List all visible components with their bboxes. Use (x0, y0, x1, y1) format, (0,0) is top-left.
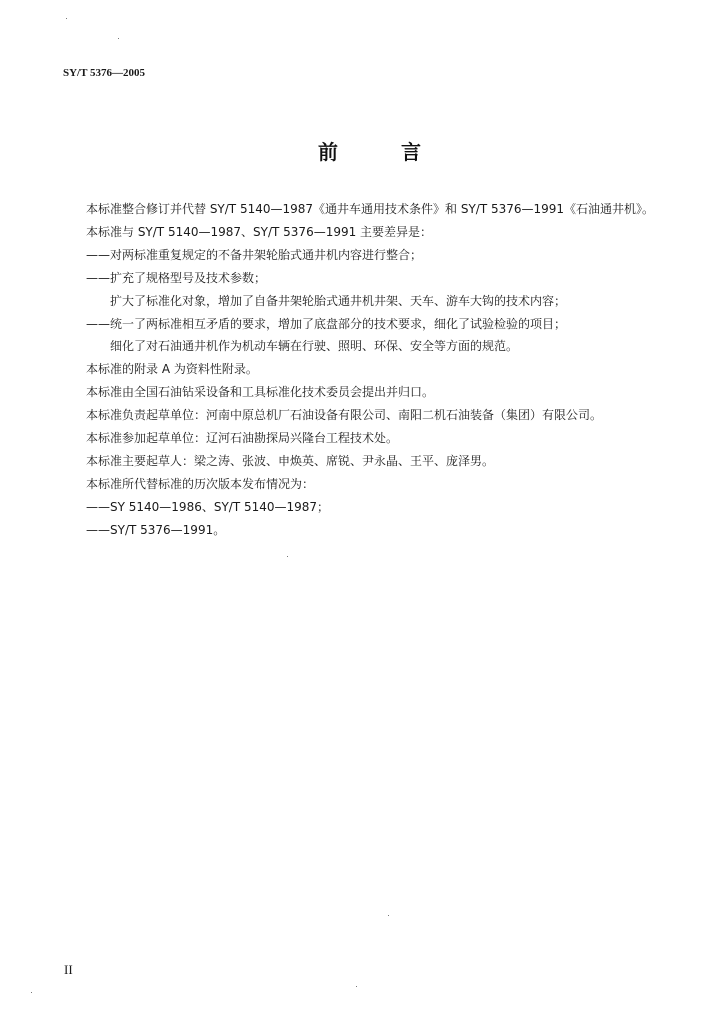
list-item-history: ——SY 5140—1986、SY/T 5140—1987； (86, 499, 330, 514)
standard-code-header: SY/T 5376—2005 (63, 67, 146, 79)
scan-speck (31, 992, 32, 993)
paragraph-participating-drafters: 本标准参加起草单位：辽河石油勘探局兴隆台工程技术处。 (86, 431, 399, 446)
paragraph-proposer: 本标准由全国石油钻采设备和工具标准化技术委员会提出并归口。 (86, 385, 435, 400)
list-item-history: ——SY/T 5376—1991。 (86, 522, 226, 537)
scan-speck (66, 18, 67, 19)
list-item-difference: 扩大了标准化对象，增加了自备井架轮胎式通井机井架、天车、游车大钩的技术内容； (110, 293, 567, 308)
scan-speck (118, 38, 119, 39)
paragraph-differences-heading: 本标准与 SY/T 5140—1987、SY/T 5376—1991 主要差异是： (86, 224, 433, 239)
list-item-difference: ——扩充了规格型号及技术参数； (86, 270, 267, 285)
paragraph-intro: 本标准整合修订并代替 SY/T 5140—1987《通井车通用技术条件》和 SY/T 5376—1991《石油通井机》。 (86, 202, 655, 216)
page-title: 前 言 (318, 140, 449, 164)
list-item-difference: ——统一了两标准相互矛盾的要求，增加了底盘部分的技术要求，细化了试验检验的项目； (86, 316, 567, 331)
list-item-difference: ——对两标准重复规定的不备井架轮胎式通井机内容进行整合； (86, 247, 423, 262)
scan-speck (356, 986, 357, 987)
list-item-difference: 细化了对石油通井机作为机动车辆在行驶、照明、环保、安全等方面的规范。 (110, 339, 519, 354)
scan-speck (388, 915, 389, 916)
scan-speck (287, 556, 288, 557)
foreword-body (62, 198, 660, 542)
paragraph-appendix: 本标准的附录 A 为资料性附录。 (86, 362, 258, 377)
paragraph-lead-drafters: 本标准负责起草单位：河南中原总机厂石油设备有限公司、南阳二机石油装备（集团）有限公司。 (86, 408, 603, 423)
paragraph-history-heading: 本标准所代替标准的历次版本发布情况为： (86, 476, 315, 491)
page-number: II (64, 962, 73, 977)
paragraph-main-drafters: 本标准主要起草人：梁之涛、张波、申焕英、席锐、尹永晶、王平、庞泽男。 (86, 453, 495, 468)
